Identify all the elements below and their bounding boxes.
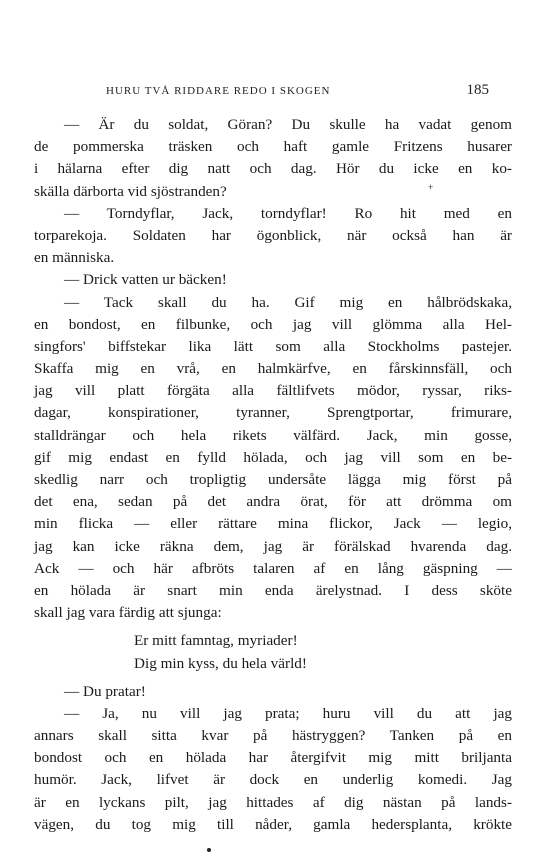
- text-line: — Ja, nu vill jag prata; huru vill du att jag: [64, 704, 512, 722]
- text-line: min flicka — eller rättare mina flickor, Jack — legio,: [34, 515, 512, 533]
- text-line: humör. Jack, lifvet är dock en underlig komedi. Jag: [34, 771, 512, 789]
- text-line: torparekoja. Soldaten har ögonblick, när också han är: [34, 226, 512, 244]
- text-line: vägen, du tog mig till nåder, gamla hedersplanta, krökte: [34, 815, 512, 833]
- text-line: dagar, konspirationer, tyranner, Sprengtportar, frimurare,: [34, 404, 512, 422]
- body-text: [34, 114, 512, 836]
- text-line: det ena, sedan på det andra örat, för att drömma om: [34, 493, 512, 511]
- text-line: singfors' biffstekar lika lätt som alla Stockholms pastejer.: [34, 337, 512, 355]
- page-header: [0, 82, 544, 106]
- text-line: stalldrängar och hela rikets välfärd. Jack, min gosse,: [34, 426, 512, 444]
- text-line: en människa.: [34, 249, 115, 267]
- text-line: Skaffa mig en vrå, en halmkärfve, en fårskinnsfäll, och: [34, 360, 512, 378]
- stray-print-mark: +: [428, 182, 434, 192]
- bottom-ink-dot: [207, 848, 211, 852]
- text-line: gif mig endast en fylld hölada, och jag vill som en be-: [34, 448, 512, 466]
- text-line: skälla därborta vid sjöstranden?: [34, 182, 227, 200]
- text-line: skall jag vara färdig att sjunga:: [34, 604, 222, 622]
- text-line: är en lyckans pilt, jag hittades af dig nästan på lands-: [34, 793, 512, 811]
- text-line: en bondost, en filbunke, och jag vill glömma alla Hel-: [34, 315, 512, 333]
- text-line: — Torndyflar, Jack, torndyflar! Ro hit med en: [64, 204, 512, 222]
- text-line: — Du pratar!: [64, 682, 146, 700]
- text-line: en hölada är snart min enda ärelystnad. I dess sköte: [34, 581, 512, 599]
- text-line: bondost och en hölada har återgifvit mig mitt briljanta: [34, 749, 512, 767]
- text-line: — Tack skall du ha. Gif mig en hålbrödskaka,: [64, 293, 512, 311]
- text-line: Ack — och här afbröts talaren af en lång gäspning —: [34, 559, 512, 577]
- text-line: jag kan icke räkna dem, jag är förälskad hvarenda dag.: [34, 537, 512, 555]
- text-line: annars skall sitta kvar på hästryggen? Tanken på en: [34, 727, 512, 745]
- text-line: i hälarna efter dig natt och dag. Hör du icke en ko-: [34, 160, 512, 178]
- page-number: 185: [466, 82, 489, 98]
- text-line: — Är du soldat, Göran? Du skulle ha vadat genom: [64, 116, 512, 133]
- text-line: — Drick vatten ur bäcken!: [64, 271, 227, 289]
- verse-line: Dig min kyss, du hela värld!: [134, 654, 307, 672]
- text-line: skedlig narr och tropligtig undersåte lägga mig först på: [34, 471, 512, 488]
- text-line: de pommerska träsken och haft gamle Fritzens husarer: [34, 138, 512, 156]
- text-line: jag vill platt förgäta alla fältlifvets mödor, ryssar, riks-: [34, 382, 512, 400]
- running-head: HURU TVÅ RIDDARE REDO I SKOGEN: [106, 85, 331, 97]
- verse-line: Er mitt famntag, myriader!: [134, 632, 298, 650]
